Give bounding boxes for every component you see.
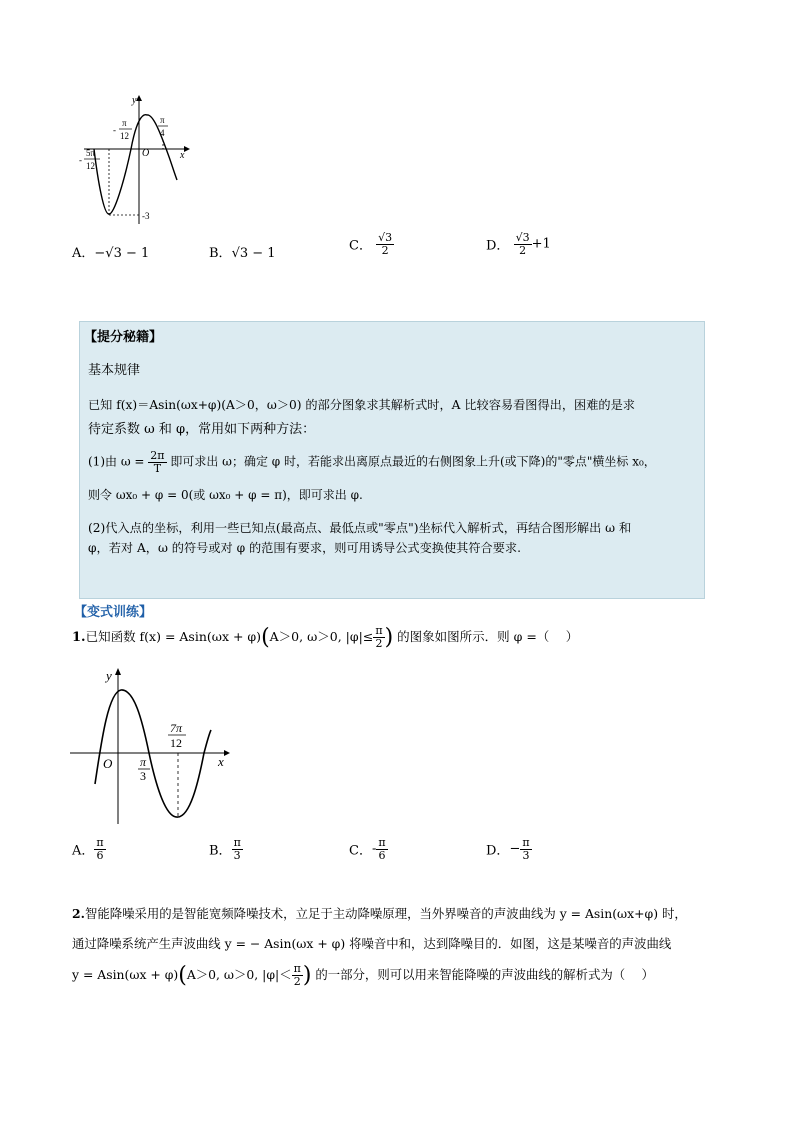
- option-label: A．: [72, 246, 95, 261]
- tip-p1b: 待定系数 ω 和 φ，常用如下两种方法：: [88, 422, 316, 437]
- q1-option-d[interactable]: [486, 837, 532, 861]
- q2-line-1: 智能降噪采用的是智能宽频降噪技术，立足于主动降噪原理，当外界噪音的声波曲线为 y = Asin(ωx+φ) 时，: [84, 906, 687, 921]
- frac-den: 2: [375, 637, 383, 650]
- option-sign: −: [509, 841, 521, 857]
- option-label: B．: [209, 246, 232, 261]
- tick-pi3-den: 3: [140, 769, 146, 783]
- tip-p2a: [88, 450, 656, 474]
- frac-num: π: [96, 836, 104, 849]
- tick-neg-pi12-den: 12: [120, 131, 129, 141]
- q2-post: 的一部分，则可以用来智能降噪的声波曲线的解析式为（ ）: [311, 967, 654, 982]
- q1-text: 已知函数 f(x) = Asin(ωx + φ): [85, 629, 262, 644]
- option-label: D．: [486, 238, 510, 254]
- tick-pi3-num: π: [140, 755, 147, 769]
- paren-left: (: [261, 625, 270, 650]
- q1-fraction: [373, 625, 384, 649]
- tip-p3a: (2)代入点的坐标，利用一些已知点(最高点、最低点或"零点")坐标代入解析式，再结合图形解出 ω 和: [88, 521, 632, 535]
- p2a-fraction: [148, 450, 166, 474]
- q0-option-c[interactable]: [349, 232, 394, 256]
- frac-den: 3: [522, 848, 530, 862]
- question-2-line-2: 通过降噪系统产生声波曲线 y = − Asin(ωx + φ) 将噪音中和，达到降噪目的．如图，这是某噪音的声波曲线: [72, 936, 672, 951]
- sine-curve: [95, 690, 211, 817]
- frac-num: π: [233, 836, 241, 849]
- frac-num: π: [293, 962, 301, 976]
- frac-den: 3: [233, 848, 241, 862]
- tick-7pi12-den: 12: [170, 736, 182, 750]
- frac-den: 6: [96, 848, 104, 862]
- tip-p3b: φ，若对 A，ω 的符号或对 φ 的范围有要求，则可用诱导公式变换使其符合要求.: [88, 541, 521, 555]
- x-axis-arrow: [184, 146, 190, 152]
- x-label: x: [218, 754, 224, 769]
- q1-post: 的图象如图所示．则 φ =（ ）: [393, 629, 579, 644]
- practice-title: 【变式训练】: [74, 605, 153, 620]
- question-2-line-1: [72, 904, 687, 922]
- q2-cond: A＞0, ω＞0, |φ|＜: [186, 967, 292, 982]
- q1-cond: A＞0, ω＞0, |φ|≤: [269, 629, 374, 644]
- option-sign: -: [371, 841, 377, 857]
- frac-den: 2: [381, 243, 389, 257]
- p2a-pre: (1)由 ω =: [88, 454, 149, 469]
- frac-num: π: [375, 624, 383, 638]
- y-label: y: [132, 95, 137, 106]
- y-axis-arrow: [115, 668, 121, 675]
- frac-num: 2π: [150, 449, 165, 462]
- q1-option-a[interactable]: [72, 837, 106, 861]
- q1-option-c[interactable]: [349, 837, 388, 861]
- q2-number: 2.: [72, 906, 85, 921]
- option-text: √3 − 1: [231, 246, 276, 261]
- question-2-line-3: [72, 963, 654, 988]
- x-axis-arrow: [224, 750, 230, 756]
- tick-neg-5pi12-sign: -: [79, 155, 82, 165]
- option-text: −√3 − 1: [94, 246, 150, 261]
- frac-num: π: [522, 836, 530, 849]
- tick-neg-5pi12-den: 12: [86, 161, 95, 171]
- tick-pi4-num: π: [160, 115, 165, 125]
- q2-func: y = Asin(ωx + φ): [72, 967, 179, 982]
- tick-neg-5pi12-num: 5π: [86, 148, 96, 158]
- p2a-post: 即可求出 ω；确定 φ 时，若能求出离原点最近的右侧图象上升(或下降)的"零点"横坐标 x₀，: [166, 454, 656, 469]
- option-fraction: [520, 837, 531, 861]
- q2-fraction: [292, 963, 303, 987]
- frac-num: √3: [378, 231, 393, 244]
- figure-1-graph: [76, 92, 196, 227]
- y-axis-arrow: [136, 95, 142, 101]
- tick-neg-pi12-sign: -: [113, 125, 116, 135]
- frac-num: √3: [515, 231, 530, 244]
- option-fraction: [376, 232, 394, 256]
- option-label: C．: [349, 843, 372, 859]
- option-label: C．: [349, 238, 372, 254]
- frac-den: 2: [293, 975, 301, 988]
- frac-num: π: [378, 836, 386, 849]
- frac-den: 2: [519, 243, 527, 257]
- tick-pi4-den: 4: [160, 128, 165, 138]
- option-label: D．: [486, 843, 510, 859]
- tick-7pi12-num: 7π: [170, 721, 183, 735]
- q1-option-b[interactable]: [209, 837, 243, 861]
- tip-title: 【提分秘籍】: [84, 330, 163, 345]
- option-fraction: [376, 837, 387, 861]
- option-fraction: [514, 232, 532, 256]
- option-label: A．: [72, 843, 95, 859]
- q0-option-b[interactable]: [209, 242, 276, 261]
- sine-curve: [94, 115, 177, 214]
- tip-box: [79, 321, 705, 599]
- paren-left: (: [178, 963, 187, 988]
- q0-option-a[interactable]: [72, 242, 149, 261]
- origin-label: O: [142, 148, 150, 159]
- tip-p1a: 已知 f(x)＝Asin(ωx+φ)(A＞0，ω＞0) 的部分图象求其解析式时，A 比较容易看图得出，困难的是求: [88, 398, 635, 412]
- y-min-label: -3: [142, 211, 150, 221]
- tip-p2b: 则令 ωx₀ + φ = 0(或 ωx₀ + φ = π)，即可求出 φ.: [88, 488, 363, 502]
- option-fraction: [94, 837, 105, 861]
- figure-2-graph: [68, 664, 238, 829]
- paren-right: ): [384, 625, 394, 650]
- tick-neg-pi12-num: π: [122, 118, 127, 128]
- frac-den: 6: [378, 848, 386, 862]
- x-label: x: [180, 150, 185, 161]
- frac-den: T: [153, 461, 162, 475]
- q0-option-d[interactable]: [486, 232, 551, 256]
- q1-number: 1.: [72, 630, 86, 645]
- question-1: [72, 625, 578, 650]
- option-fraction: [232, 837, 243, 861]
- option-tail: +1: [531, 236, 551, 252]
- paren-right: ): [302, 963, 312, 988]
- origin-label: O: [103, 756, 113, 771]
- option-label: B．: [209, 843, 232, 859]
- tip-subtitle: 基本规律: [88, 363, 141, 378]
- y-label: y: [106, 668, 112, 683]
